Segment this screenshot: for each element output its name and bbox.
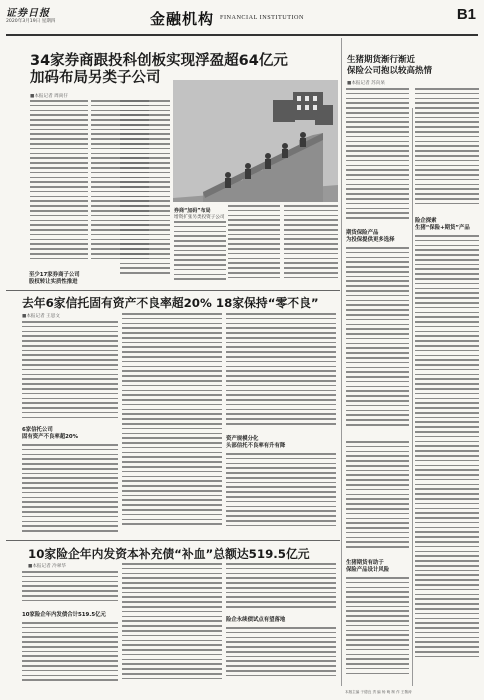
story1-headline-line1: 34家券商跟投科创板实现浮盈超64亿元: [30, 53, 288, 69]
right-story-subhead2: 险企探索: [415, 218, 437, 224]
page-number: B1: [456, 6, 476, 23]
right-story-body-col1a: [346, 88, 409, 226]
story1-box-head: 至少17家券商子公司: [29, 272, 80, 278]
right-story-headline-line1: 生猪期货渐行渐近: [347, 55, 416, 65]
column-divider: [412, 108, 413, 686]
story3-subhead1: 10家险企年内发债合计519.5亿元: [22, 612, 106, 618]
right-story-body-col2b: [415, 235, 479, 685]
story2-body-col3a: [226, 313, 336, 431]
right-story-body-col2a: [415, 88, 479, 214]
story2-subhead1b: 固有资产不良率超20%: [22, 434, 79, 440]
stairs-figures-image: [173, 80, 338, 202]
right-story-subhead1b: 为投保提供更多选择: [346, 237, 395, 243]
story2-headline: 去年6家信托固有资产不良率超20% 18家保持“零不良”: [22, 296, 319, 310]
story3-body-col1a: [22, 571, 118, 607]
story2-body-col2: [122, 313, 222, 533]
right-story-subhead1: 期货保险产品: [346, 230, 379, 236]
right-story-headline: [347, 55, 479, 76]
story1-body-col5: [228, 205, 280, 285]
story1-body-col4: [174, 221, 226, 285]
story2-subhead2b: 头部信托不良率有升有降: [226, 443, 286, 449]
page-footer: 本版主编 于德良 责 编 杨 萌 制 作 王敬涛: [345, 690, 412, 694]
illustration-stairs: [173, 80, 338, 202]
right-story-subhead2b: 生猪“保险+期货”产品: [415, 225, 470, 231]
story2-top-rule: [6, 290, 340, 291]
right-story-body-col1c: [346, 441, 409, 556]
section-title: 金融机构: [150, 10, 215, 28]
story2-body-col1a: [22, 321, 118, 421]
story3-subhead2: 险企永续债试点有望落地: [226, 617, 286, 623]
story3-byline: ■本报记者 冷翠华: [28, 564, 66, 569]
story1-body-col1: [30, 100, 88, 268]
story1-body-col3: [120, 100, 170, 283]
photo-caption-sub: 增资扩张另类投资子公司: [174, 215, 225, 220]
section-title-english: FINANCIAL INSTITUTION: [220, 14, 304, 21]
right-story-subhead3: 生猪期货有助于: [346, 560, 384, 566]
story3-headline: 10家险企年内发资本补充债“补血”总额达519.5亿元: [28, 547, 310, 561]
right-story-headline-line2: 保险公司抱以较高热情: [347, 65, 433, 76]
photo-caption-title: 券商“加码”布局: [174, 208, 211, 214]
story1-byline: ■本报记者 周尚仔: [30, 94, 68, 99]
story3-top-rule: [6, 540, 340, 541]
story2-body-col1b: [22, 444, 118, 534]
story3-body-col3b: [226, 627, 336, 685]
right-story-body-col1d: [346, 577, 409, 685]
right-story-subhead3b: 保险产品设计风险: [346, 567, 390, 573]
story2-subhead1: 6家信托公司: [22, 427, 53, 433]
masthead: [6, 4, 478, 32]
masthead-rule: [6, 34, 478, 36]
story3-body-col1b: [22, 622, 118, 686]
story1-body-col6: [284, 205, 338, 285]
right-story-byline: ■本报记者 苏向杲: [347, 81, 385, 86]
story3-body-col2: [122, 563, 222, 685]
story2-body-col3b: [226, 453, 336, 533]
paper-logo: 证券日报: [6, 8, 50, 19]
story1-headline-line2: 加码布局另类子公司: [30, 70, 161, 86]
issue-date: 2020年3月19日 星期四: [6, 19, 56, 24]
story2-subhead2: 资产规模分化: [226, 436, 259, 442]
story2-byline: ■本报记者 王思文: [22, 314, 60, 319]
story3-body-col3a: [226, 563, 336, 613]
story1-box-sub: 股权转让实质性推进: [29, 279, 78, 285]
column-divider: [341, 38, 342, 686]
right-story-body-col1b: [346, 247, 409, 437]
